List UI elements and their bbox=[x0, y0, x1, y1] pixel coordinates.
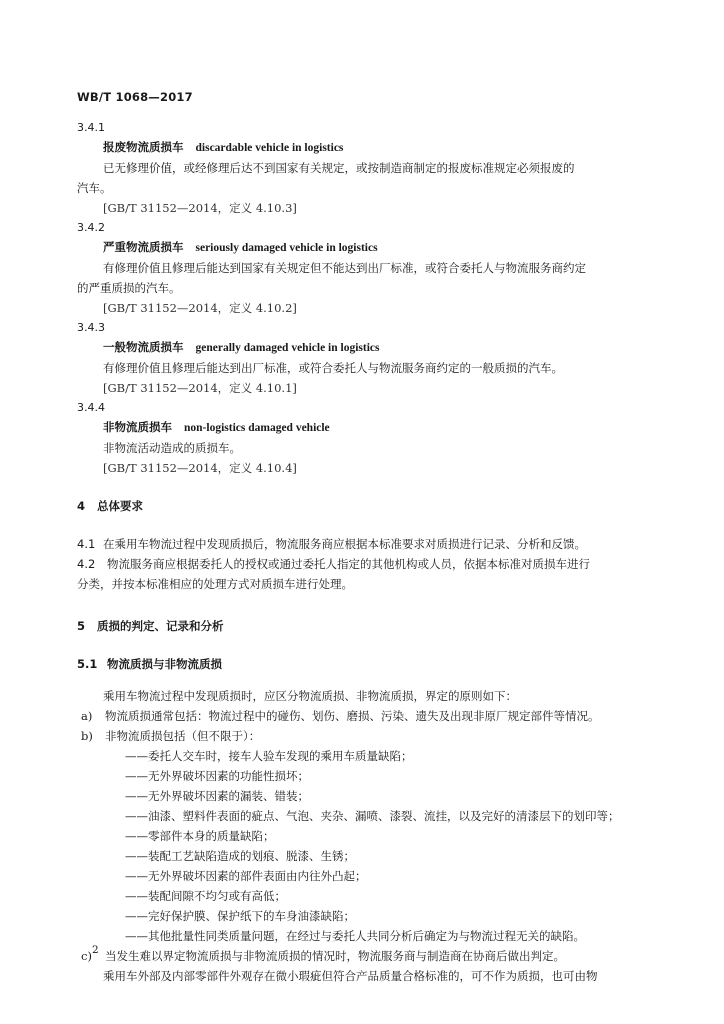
definition-source: [GB/T 31152—2014，定义 4.10.2] bbox=[103, 301, 297, 315]
term-zh: 严重物流质损车 bbox=[103, 240, 184, 254]
dash-item: ——委托人交车时，接车人验车发现的乘用车质量缺陷； bbox=[125, 749, 413, 763]
definition-line: 有修理价值且修理后能达到出厂标准，或符合委托人与物流服务商约定的一般质损的汽车。 bbox=[103, 361, 563, 375]
list-label: b) bbox=[81, 729, 93, 743]
list-item-a bbox=[77, 706, 642, 726]
definition-line: 有修理价值且修理后能达到国家有关规定但不能达到出厂标准，或符合委托人与物流服务商约定 bbox=[103, 261, 586, 275]
dash-item: ——零部件本身的质量缺陷； bbox=[125, 829, 275, 843]
clause-number: 3.4.3 bbox=[77, 321, 105, 334]
closing-paragraph: 乘用车外部及内部零部件外观存在微小瑕疵但符合产品质量合格标准的，可不作为质损，也可由物 bbox=[103, 969, 598, 983]
list-text: 物流质损通常包括：物流过程中的碰伤、划伤、磨损、污染、遗失及出现非原厂规定部件等情况。 bbox=[105, 709, 600, 723]
list-text: 当发生难以界定物流质损与非物流质损的情况时，物流服务商与制造商在协商后做出判定。 bbox=[105, 949, 565, 963]
section-title: 质损的判定、记录和分析 bbox=[97, 619, 224, 633]
dash-item: ——装配间隙不均匀或有高低； bbox=[125, 889, 286, 903]
dash-item: ——完好保护膜、保护纸下的车身油漆缺陷； bbox=[125, 909, 355, 923]
clause-number: 4.2 bbox=[77, 557, 96, 571]
definition-source: [GB/T 31152—2014，定义 4.10.4] bbox=[103, 461, 297, 475]
dash-item: ——其他批量性同类质量问题，在经过与委托人共同分析后确定为与物流过程无关的缺陷。 bbox=[125, 929, 585, 943]
term-en: seriously damaged vehicle in logistics bbox=[195, 242, 378, 254]
definition-line: 的严重质损的汽车。 bbox=[77, 281, 181, 295]
clause-text-continued: 分类，并按本标准相应的处理方式对质损车进行处理。 bbox=[77, 577, 353, 591]
term-heading bbox=[77, 417, 642, 438]
dash-item: ——无外界破坏因素的漏装、错装； bbox=[125, 789, 309, 803]
clause-number: 3.4.2 bbox=[77, 221, 105, 234]
definition-line: 汽车。 bbox=[77, 181, 112, 195]
section-number: 4 bbox=[77, 499, 86, 513]
term-heading bbox=[77, 137, 642, 158]
term-zh: 报废物流质损车 bbox=[103, 140, 184, 154]
subsection-number: 5.1 bbox=[77, 657, 98, 671]
subsection-heading bbox=[77, 654, 642, 674]
list-text: 非物流质损包括（但不限于）： bbox=[105, 729, 261, 743]
section-heading bbox=[77, 616, 642, 636]
term-zh: 一般物流质损车 bbox=[103, 340, 184, 354]
dash-item: ——油漆、塑料件表面的疵点、气泡、夹杂、漏喷、漆裂、流挂，以及完好的清漆层下的划印等； bbox=[125, 809, 620, 823]
term-en: discardable vehicle in logistics bbox=[195, 142, 344, 154]
list-label: a) bbox=[81, 709, 93, 723]
section-number: 5 bbox=[77, 619, 86, 633]
subsection-title: 物流质损与非物流质损 bbox=[107, 657, 222, 671]
term-heading bbox=[77, 337, 642, 358]
term-heading bbox=[77, 237, 642, 258]
clause-number: 3.4.4 bbox=[77, 401, 105, 414]
intro-paragraph: 乘用车物流过程中发现质损时，应区分物流质损、非物流质损，界定的原则如下： bbox=[103, 689, 517, 703]
definition-line: 已无修理价值，或经修理后达不到国家有关规定，或按制造商制定的报废标准规定必须报废的 bbox=[103, 161, 575, 175]
definition-source: [GB/T 31152—2014，定义 4.10.1] bbox=[103, 381, 297, 395]
clause-number: 3.4.1 bbox=[77, 121, 105, 134]
dash-item: ——无外界破坏因素的功能性损坏； bbox=[125, 769, 309, 783]
section-title: 总体要求 bbox=[97, 499, 143, 513]
list-item-b bbox=[77, 726, 642, 746]
section-heading bbox=[77, 496, 642, 516]
term-en: non-logistics damaged vehicle bbox=[184, 422, 330, 434]
standard-header: WB/T 1068—2017 bbox=[77, 90, 193, 104]
clause-number: 4.1 bbox=[77, 537, 96, 551]
page-number: 2 bbox=[92, 944, 99, 956]
clause-4-1 bbox=[77, 534, 642, 554]
list-item-c bbox=[77, 946, 642, 966]
term-zh: 非物流质损车 bbox=[103, 420, 172, 434]
definition-source: [GB/T 31152—2014，定义 4.10.3] bbox=[103, 201, 297, 215]
page-content bbox=[77, 118, 642, 986]
definition-line: 非物流活动造成的质损车。 bbox=[103, 441, 241, 455]
list-label: c) bbox=[81, 949, 92, 963]
dash-item: ——装配工艺缺陷造成的划痕、脱漆、生锈； bbox=[125, 849, 355, 863]
clause-4-2 bbox=[77, 554, 642, 574]
clause-text: 物流服务商应根据委托人的授权或通过委托人指定的其他机构或人员，依据本标准对质损车进行 bbox=[107, 557, 590, 571]
dash-item: ——无外界破坏因素的部件表面由内往外凸起； bbox=[125, 869, 367, 883]
clause-text: 在乘用车物流过程中发现质损后，物流服务商应根据本标准要求对质损进行记录、分析和反馈。 bbox=[103, 537, 586, 551]
term-en: generally damaged vehicle in logistics bbox=[195, 342, 380, 354]
